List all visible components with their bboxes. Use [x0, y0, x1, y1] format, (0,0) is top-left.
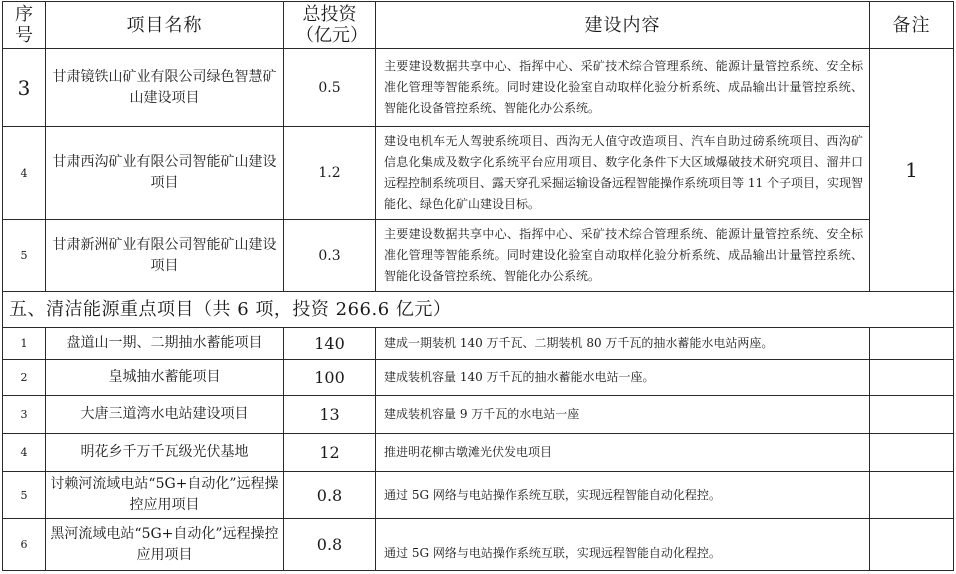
section-row: [3, 292, 954, 328]
section-title: 五、清洁能源重点项目（共 6 项，投资 266.6 亿元）: [3, 292, 954, 328]
row-name: 甘肃西沟矿业有限公司智能矿山建设项目: [46, 127, 284, 220]
header-investment: 总投资（亿元）: [284, 2, 376, 49]
table-row: [3, 472, 954, 519]
row-content: 推进明花柳古墩滩光伏发电项目: [376, 434, 870, 472]
row-investment: 140: [284, 328, 376, 360]
row-name: 甘肃新洲矿业有限公司智能矿山建设项目: [46, 220, 284, 292]
row-name: 甘肃镜铁山矿业有限公司绿色智慧矿山建设项目: [46, 49, 284, 127]
row-investment: 0.3: [284, 220, 376, 292]
row-index: 5: [3, 472, 46, 519]
table-row: [3, 434, 954, 472]
row-content: 通过 5G 网络与电站操作系统互联，实现远程智能自动化程控。: [376, 519, 870, 571]
table-row: [3, 49, 954, 127]
row-investment: 12: [284, 434, 376, 472]
row-content: 建成一期装机 140 万千瓦、二期装机 80 万千瓦的抽水蓄能水电站两座。: [376, 328, 870, 360]
row-index: 3: [3, 49, 46, 127]
table-row: [3, 328, 954, 360]
header-name: 项目名称: [46, 2, 284, 49]
row-note: [870, 396, 954, 434]
row-note: [870, 472, 954, 519]
row-name: 讨赖河流域电站“5G+自动化”远程操控应用项目: [46, 472, 284, 519]
row-note: [870, 434, 954, 472]
row-note: [870, 328, 954, 360]
table-row: [3, 360, 954, 396]
header-note: 备注: [870, 2, 954, 49]
row-content: 通过 5G 网络与电站操作系统互联，实现远程智能自动化程控。: [376, 472, 870, 519]
header-index: 序号: [3, 2, 46, 49]
row-investment: 100: [284, 360, 376, 396]
row-content: 建成装机容量 9 万千瓦的水电站一座: [376, 396, 870, 434]
table-row: [3, 220, 954, 292]
row-content: 主要建设数据共享中心、指挥中心、采矿技术综合管理系统、能源计量管控系统、安全标准化管理等智能系统。同时建设化验室自动取样化验分析系统、成品输出计量管控系统、智能化设备管控系统、智能化办公系统。: [376, 49, 870, 127]
table-row: [3, 396, 954, 434]
row-content: 主要建设数据共享中心、指挥中心、采矿技术综合管理系统、能源计量管控系统、安全标准化管理等智能系统。同时建设化验室自动取样化验分析系统、成品输出计量管控系统、智能化设备管控系统、智能化办公系统。: [376, 220, 870, 292]
row-name: 黑河流域电站“5G+自动化”远程操控应用项目: [46, 519, 284, 571]
header-content: 建设内容: [376, 2, 870, 49]
row-name: 皇城抽水蓄能项目: [46, 360, 284, 396]
row-name: 盘道山一期、二期抽水蓄能项目: [46, 328, 284, 360]
row-index: 6: [3, 519, 46, 571]
row-investment: 0.5: [284, 49, 376, 127]
row-note: 1: [870, 49, 954, 292]
row-index: 3: [3, 396, 46, 434]
row-index: 5: [3, 220, 46, 292]
row-content: 建成装机容量 140 万千瓦的抽水蓄能水电站一座。: [376, 360, 870, 396]
row-content: 建设电机车无人驾驶系统项目、西沟无人值守改造项目、汽车自助过磅系统项目、西沟矿信息化集成及数字化系统平台应用项目、数字化条件下大区域爆破技术研究项目、溜井口远程控制系统项目、露天穿孔采掘运输设备远程智能操作系统项目等 11 个子项目，实现智能化、绿色化矿山建设目标。: [376, 127, 870, 220]
row-investment: 0.8: [284, 472, 376, 519]
row-index: 4: [3, 127, 46, 220]
projects-table: [2, 1, 954, 571]
row-name: 明花乡千万千瓦级光伏基地: [46, 434, 284, 472]
table-row: [3, 519, 954, 571]
row-index: 1: [3, 328, 46, 360]
header-row: [3, 2, 954, 49]
row-investment: 13: [284, 396, 376, 434]
row-index: 4: [3, 434, 46, 472]
table-row: [3, 127, 954, 220]
row-investment: 0.8: [284, 519, 376, 571]
row-investment: 1.2: [284, 127, 376, 220]
row-note: [870, 519, 954, 571]
row-name: 大唐三道湾水电站建设项目: [46, 396, 284, 434]
row-index: 2: [3, 360, 46, 396]
row-note: [870, 360, 954, 396]
